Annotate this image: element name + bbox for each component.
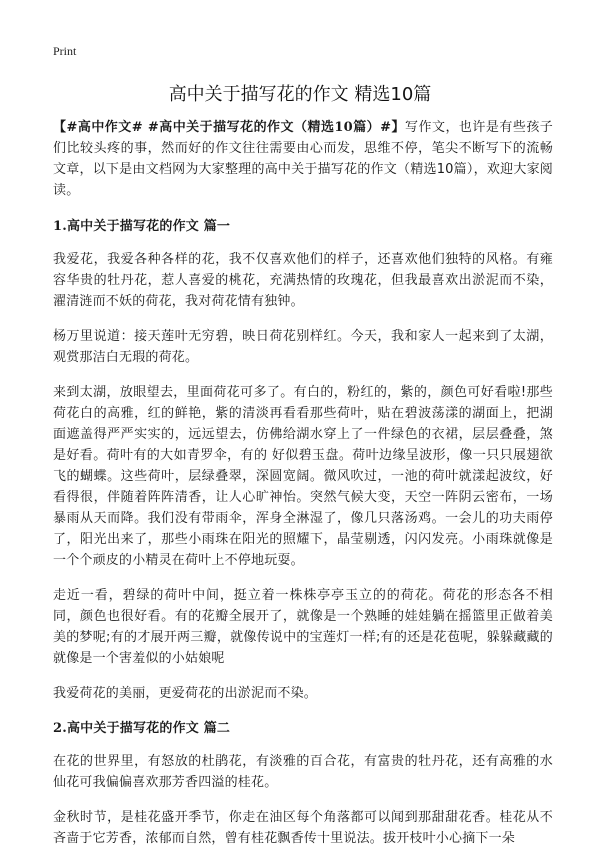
section-1 xyxy=(53,216,553,704)
intro-text: 写作文，也许是有些孩子们比较头疼的事，然而好的作文往往需要由心而发，思维不停，笔尖不断写下的流畅文章，以下是由文档网为大家整理的高中关于描写花的作文（精选10篇），欢迎大家阅读。 xyxy=(53,120,553,198)
document-title: 高中关于描写花的作文 精选10篇 xyxy=(168,84,432,105)
paragraph: 金秋时节，是桂花盛开季节，你走在油区每个角落都可以闻到那甜甜花香。桂花从不吝啬于它芳香，浓郁而自然，曾有桂花飘香传十里说法。拔开枝叶小心摘下一朵 xyxy=(53,810,553,846)
section-heading: 2.高中关于描写花的作文 篇二 xyxy=(53,721,231,736)
section-2 xyxy=(53,718,553,849)
paragraph: 我爱荷花的美丽，更爱荷花的出淤泥而不染。 xyxy=(53,686,318,701)
paragraph: 来到太湖，放眼望去，里面荷花可多了。有白的，粉红的，紫的，颜色可好看啦!那些荷花白的高雅，红的鲜艳，紫的清淡再看看那些荷叶，贴在碧波荡漾的湖面上，把湖面遮盖得严严实实的，远远望去，仿佛给湖水穿上了一件绿色的衣裙，层层叠叠，煞是好看。荷叶有的大如青罗伞，有的 好似碧玉盘。荷叶边缘呈波形，像一只只展翅欲飞的蝴蝶。这些荷叶，层绿叠翠，深圆宽阔。微风吹过，一池的荷叶就漾起波纹，好看得很，伴随着阵阵清香，让人心旷神怡。突然气候大变，天空一阵阴云密布，一场暴雨从天而降。我们没有带雨伞，浑身全淋湿了，像几只落汤鸡。一会儿的功夫雨停了，阳光出来了，那些小雨珠在阳光的照耀下，晶莹剔透，闪闪发亮。小雨珠就像是一个个顽皮的小精灵在荷叶上不停地玩耍。 xyxy=(53,385,553,568)
paragraph: 杨万里说道：接天莲叶无穷碧，映日荷花别样红。今天，我和家人一起来到了太湖，观赏那洁白无瑕的荷花。 xyxy=(53,329,553,365)
intro-tag: 【#高中作文# #高中关于描写花的作文（精选10篇）#】 xyxy=(53,120,406,135)
paragraph: 我爱花，我爱各种各样的花，我不仅喜欢他们的样子，还喜欢他们独特的风格。有雍容华贵的牡丹花，惹人喜爱的桃花，充满热情的玫瑰花，但我最喜欢出淤泥而不染，濯清涟而不妖的荷花，我对荷花情有独钟。 xyxy=(53,252,553,309)
section-heading: 1.高中关于描写花的作文 篇一 xyxy=(53,219,231,234)
intro-paragraph xyxy=(53,117,553,201)
paragraph: 在花的世界里，有怒放的杜鹃花，有淡雅的百合花，有富贵的牡丹花，还有高雅的水仙花可我偏偏喜欢那芳香四溢的桂花。 xyxy=(53,754,553,790)
print-link[interactable]: Print xyxy=(53,44,77,58)
document-body xyxy=(53,117,553,863)
paragraph: 走近一看，碧绿的荷叶中间，挺立着一株株亭亭玉立的的荷花。荷花的形态各不相同，颜色也很好看。有的花瓣全展开了，就像是一个熟睡的娃娃躺在摇篮里正做着美美的梦呢;有的才展开两三瓣，就像传说中的宝莲灯一样;有的还是花苞呢，躲躲藏藏的就像是一个害羞似的小姑娘呢 xyxy=(53,588,553,666)
